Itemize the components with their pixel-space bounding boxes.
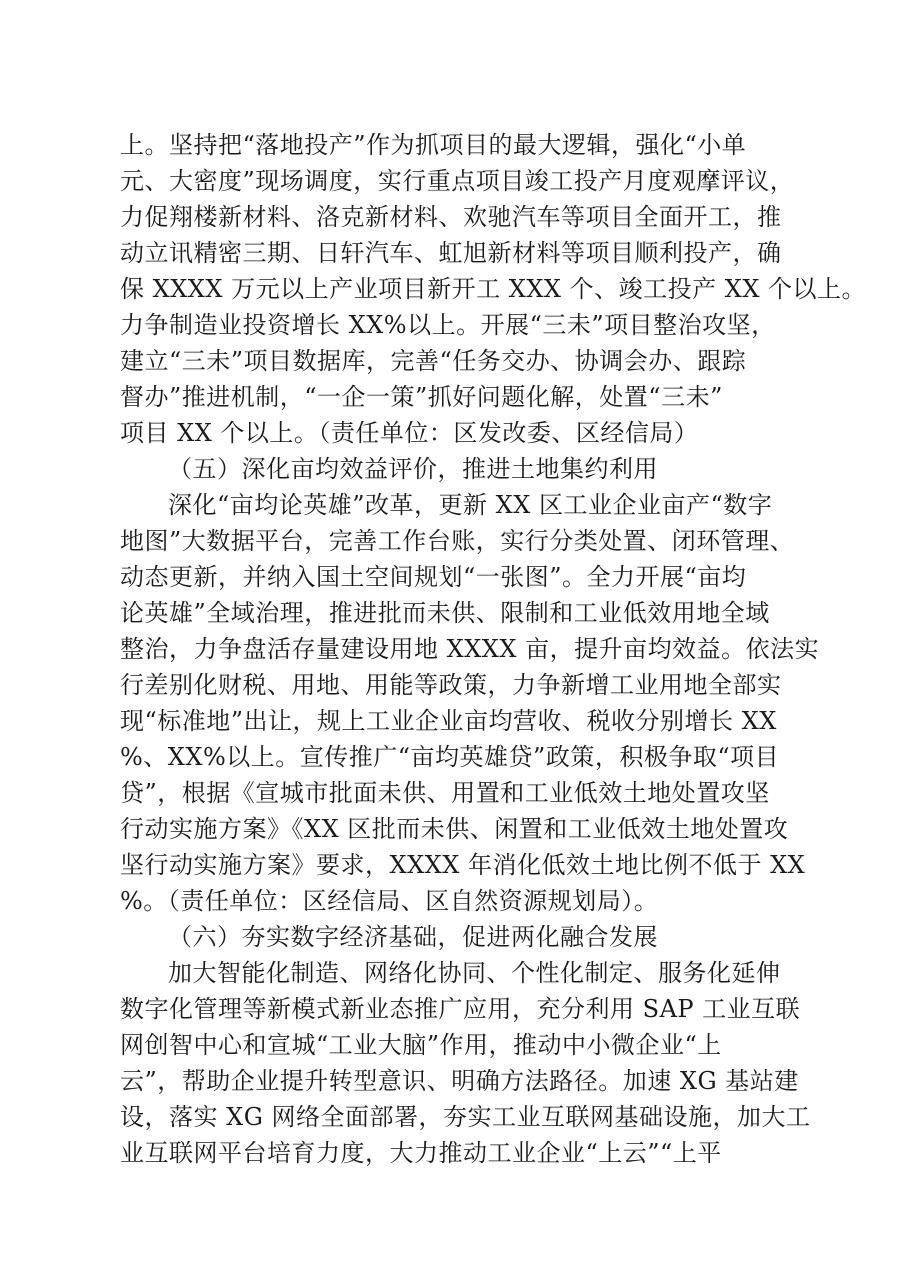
body-text-line: %。（责任单位：区经信局、区自然资源规划局）。 bbox=[120, 887, 659, 915]
body-text-line: 行动实施方案》《XX 区批而未供、闲置和工业低效土地处置攻 bbox=[120, 815, 789, 843]
body-text-line: 数字化管理等新模式新业态推广应用，充分利用 SAP 工业互联 bbox=[120, 995, 801, 1023]
body-text-line: 力争制造业投资增长 XX%以上。开展“三未”项目整治攻坚， bbox=[120, 311, 776, 339]
body-text-line: 督办”推进机制，“一企一策”抓好问题化解，处置“三未” bbox=[120, 383, 723, 411]
body-text-line: 建立“三未”项目数据库，完善“任务交办、协调会办、跟踪 bbox=[120, 347, 747, 375]
body-text-line: 项目 XX 个以上。（责任单位：区发改委、区经信局） bbox=[120, 419, 699, 447]
body-text-line: 网创智中心和宣城“工业大脑”作用，推动中小微企业“上 bbox=[120, 1031, 722, 1059]
body-text-line: 业互联网平台培育力度，大力推动工业企业“上云”“上平 bbox=[120, 1139, 722, 1167]
body-text-line: 整治，力争盘活存量建设用地 XXXX 亩，提升亩均效益。依法实 bbox=[120, 635, 820, 663]
body-text-line: 行差别化财税、用地、用能等政策，力争新增工业用地全部实 bbox=[120, 671, 782, 699]
body-text-line: 论英雄”全域治理，推进批而未供、限制和工业低效用地全域 bbox=[120, 599, 770, 627]
body-text-line: 地图”大数据平台，完善工作台账，实行分类处置、闭环管理、 bbox=[120, 527, 795, 555]
body-text-line: 力促翔楼新材料、洛克新材料、欢驰汽车等项目全面开工，推 bbox=[120, 203, 782, 231]
body-text-line: 现“标准地”出让，规上工业企业亩均营收、税收分别增长 XX bbox=[120, 707, 777, 735]
body-text-line: %、XX%以上。宣传推广“亩均英雄贷”政策，积极争取“项目 bbox=[120, 743, 780, 771]
body-text-line: 加大智能化制造、网络化协同、个性化制定、服务化延伸 bbox=[168, 959, 781, 987]
body-text-line: 设，落实 XG 网络全面部署，夯实工业互联网基础设施，加大工 bbox=[120, 1103, 811, 1131]
body-text-line: 动立讯精密三期、日轩汽车、虹旭新材料等项目顺利投产，确 bbox=[120, 239, 782, 267]
body-text-line: 保 XXXX 万元以上产业项目新开工 XXX 个、竣工投产 XX 个以上。 bbox=[120, 275, 867, 303]
body-text-line: 上。坚持把“落地投产”作为抓项目的最大逻辑，强化“小单 bbox=[120, 131, 747, 159]
section-heading: （五）深化亩均效益评价，推进土地集约利用 bbox=[168, 455, 658, 483]
body-text-line: 动态更新，并纳入国土空间规划“一张图”。全力开展“亩均 bbox=[120, 563, 747, 591]
body-text-line: 坚行动实施方案》要求，XXXX 年消化低效土地比例不低于 XX bbox=[120, 851, 806, 879]
body-text-line: 深化“亩均论英雄”改革，更新 XX 区工业企业亩产“数字 bbox=[168, 491, 773, 519]
body-text-line: 贷”，根据《宣城市批面未供、用置和工业低效土地处置攻坚 bbox=[120, 779, 770, 807]
section-heading: （六）夯实数字经济基础，促进两化融合发展 bbox=[168, 923, 658, 951]
body-text-line: 元、大密度”现场调度，实行重点项目竣工投产月度观摩评议， bbox=[120, 167, 795, 195]
body-text-line: 云”，帮助企业提升转型意识、明确方法路径。加速 XG 基站建 bbox=[120, 1067, 799, 1095]
